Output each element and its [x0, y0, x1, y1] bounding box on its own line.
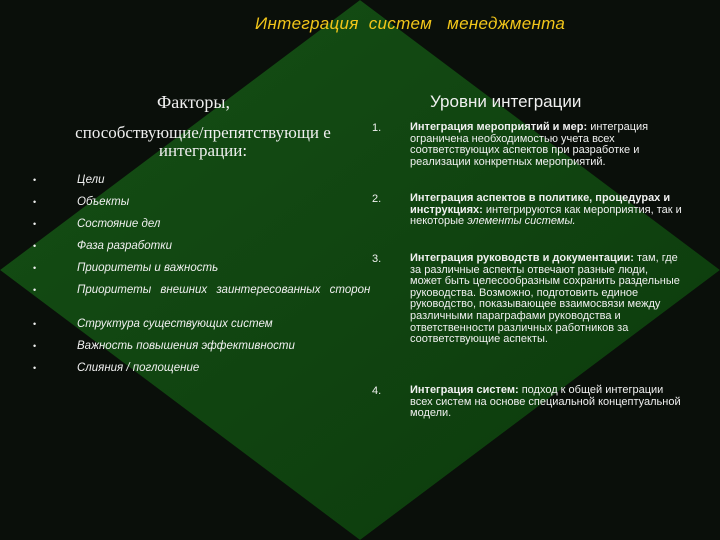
level-item	[410, 193, 682, 228]
level-text: подход к общей интеграции всех систем на основе специальной концептуальной модели.	[410, 384, 681, 420]
bullet-icon: •	[33, 263, 37, 273]
levels-heading: Уровни интеграции	[430, 92, 582, 111]
bullet-icon: •	[33, 175, 37, 185]
level-text: интеграция ограничена необходимостью учета всех соответствующих аспектов при разработке и реализации конкретных мероприятий.	[410, 121, 649, 168]
bullet-icon: •	[33, 241, 37, 251]
bullet-icon: •	[33, 219, 37, 229]
level-item	[410, 122, 682, 168]
level-item	[410, 385, 682, 420]
level-number: 1.	[372, 122, 382, 134]
level-text-italic: элементы системы.	[467, 215, 576, 228]
bullet-icon: •	[33, 197, 37, 207]
level-title: Интеграция руководств и документации:	[410, 252, 634, 264]
factors-heading: Факторы,	[157, 92, 230, 112]
bullet-icon: •	[33, 363, 37, 373]
level-number: 3.	[372, 253, 382, 265]
bullet-icon: •	[33, 319, 37, 329]
bullet-icon: •	[33, 285, 37, 295]
slide-title: Интеграция систем менеджмента	[255, 14, 566, 33]
level-title: Интеграция мероприятий и мер:	[410, 121, 588, 133]
level-number: 4.	[372, 385, 382, 397]
level-text: там, где за различные аспекты отвечают разные люди, может быть целесообразным сохранить раздельные руководства. Возможно, подготовить единое руководство, показывающее взаимосвязи между различными параграфами руководства и ответственности различных работников за соответствующие аспекты.	[410, 252, 680, 346]
level-title: Интеграция аспектов в политике, процедурах и инструкциях:	[410, 192, 671, 216]
level-number: 2.	[372, 193, 382, 205]
factors-subheading: способствующие/препятствующи е интеграции:	[75, 123, 331, 160]
level-title: Интеграция систем:	[410, 384, 519, 396]
bullet-icon: •	[33, 341, 37, 351]
level-text: интегрируются как мероприятия, так и некоторые	[410, 203, 682, 228]
level-item	[410, 253, 682, 346]
